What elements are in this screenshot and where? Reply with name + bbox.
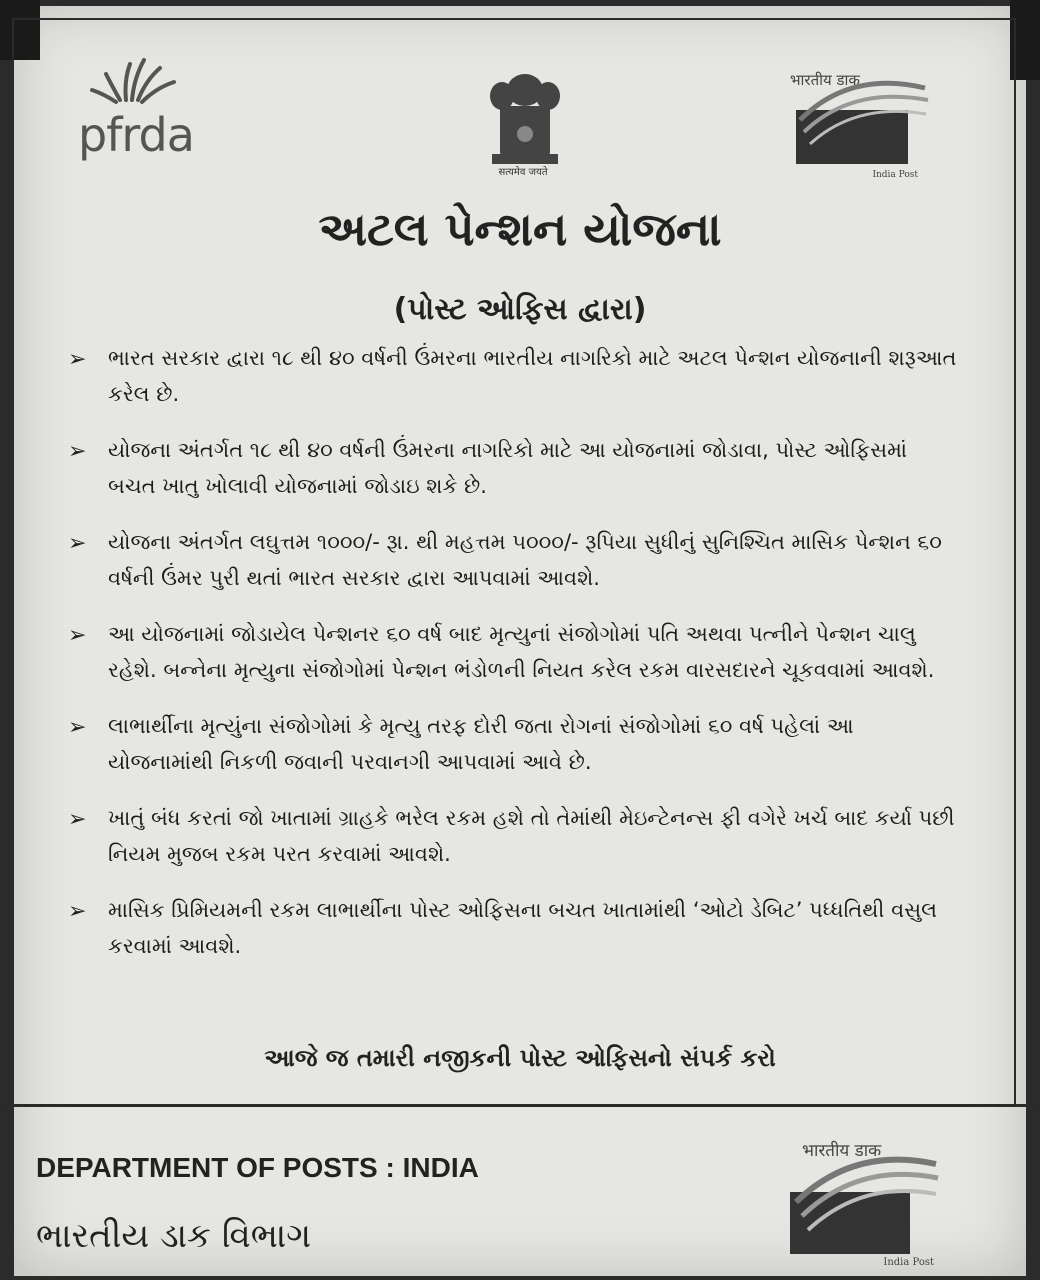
- page-title: અટલ પેન્શન યોજના: [318, 202, 722, 256]
- point-text: લાભાર્થીના મૃત્યુંના સંજોગોમાં કે મૃત્યુ તરફ દોરી જતા રોગનાં સંજોગોમાં ૬૦ વર્ષ પહેલાં આ યોજનામાંથી નિકળી જવાની પરવાનગી આપવામાં આવે છે.: [108, 714, 854, 774]
- department-english: DEPARTMENT OF POSTS : INDIA: [36, 1152, 479, 1183]
- point-item: [60, 892, 960, 964]
- point-text: ખાતું બંધ કરતાં જો ખાતામાં ગ્રાહકે ભરેલ રકમ હશે તો તેમાંથી મેઇન્ટેનન્સ ફી વગેરે ખર્ચ બાદ કર્યા પછી નિયમ મુજબ રકમ પરત કરવામાં આવશે.: [108, 806, 955, 866]
- india-post-english: India Post: [883, 1257, 934, 1268]
- arrow-bullet-icon: ➢: [68, 807, 87, 832]
- arrow-bullet-icon: ➢: [68, 899, 87, 924]
- point-text: ભારત સરકાર દ્વારા ૧૮ થી ૪૦ વર્ષની ઉંમરના ભારતીય નાગરિકો માટે અટલ પેન્શન યોજનાની શરૂઆત કરેલ છે.: [108, 346, 957, 406]
- point-item: [60, 616, 960, 688]
- point-item: [60, 524, 960, 596]
- point-text: યોજના અંતર્ગત ૧૮ થી ૪૦ વર્ષની ઉંમરના નાગરિકો માટે આ યોજનામાં જોડાવા, પોસ્ટ ઓફિસમાં બચત ખાતુ ખોલાવી યોજનામાં જોડાઇ શકે છે.: [108, 438, 908, 498]
- arrow-bullet-icon: ➢: [68, 715, 87, 740]
- point-item: [60, 340, 960, 412]
- point-text: માસિક પ્રિમિયમની રકમ લાભાર્થીના પોસ્ટ ઓફિસના બચત ખાતામાંથી ‘ઓટો ડેબિટ’ પધ્ધતિથી વસુલ કરવામાં આવશે.: [108, 898, 938, 958]
- india-post-english: India Post: [872, 170, 918, 180]
- india-post-logo: [790, 70, 930, 180]
- india-post-hindi: भारतीय डाक: [790, 71, 860, 89]
- point-text: આ યોજનામાં જોડાયેલ પેન્શનર ૬૦ વર્ષ બાદ મૃત્યુનાં સંજોગોમાં પતિ અથવા પત્નીને પેન્શન ચાલુ રહેશે. બન્નેના મૃત્યુના સંજોગોમાં પેન્શન ભંડોળની નિયત કરેલ રકમ વારસદારને ચૂકવવામાં આવશે.: [108, 622, 935, 682]
- department-gujarati: ભારતીય ડાક વિભાગ: [36, 1216, 312, 1256]
- sun-rays-icon: [86, 50, 196, 110]
- envelope-icon: [790, 1152, 940, 1262]
- arrow-bullet-icon: ➢: [68, 623, 87, 648]
- point-item: [60, 432, 960, 504]
- pfrda-wordmark: pfrda: [78, 108, 194, 162]
- point-text: યોજના અંતર્ગત લઘુત્તમ ૧૦૦૦/- રૂા. થી મહત્તમ ૫૦૦૦/- રૂપિયા સુધીનું સુનિશ્ચિત માસિક પેન્શન ૬૦ વર્ષની ઉંમર પુરી થતાં ભારત સરકાર દ્વારા આપવામાં આવશે.: [108, 530, 942, 590]
- arrow-bullet-icon: ➢: [68, 439, 87, 464]
- point-item: [60, 708, 960, 780]
- envelope-icon: [790, 80, 930, 170]
- arrow-bullet-icon: ➢: [68, 531, 87, 556]
- contact-line: આજે જ તમારી નજીકની પોસ્ટ ઓફિસનો સંપર્ક કરો: [264, 1044, 776, 1072]
- scheme-points: [60, 340, 960, 964]
- india-post-hindi: भारतीय डाक: [802, 1141, 882, 1161]
- point-item: [60, 800, 960, 872]
- emblem-motto: सत्यमेव जयते: [498, 167, 548, 178]
- arrow-bullet-icon: ➢: [68, 347, 87, 372]
- page-subtitle: (પોસ્ટ ઓફિસ દ્વારા): [393, 292, 647, 327]
- divider: [0, 1104, 1040, 1107]
- pfrda-logo: [78, 50, 238, 170]
- india-post-logo-footer: [790, 1138, 940, 1268]
